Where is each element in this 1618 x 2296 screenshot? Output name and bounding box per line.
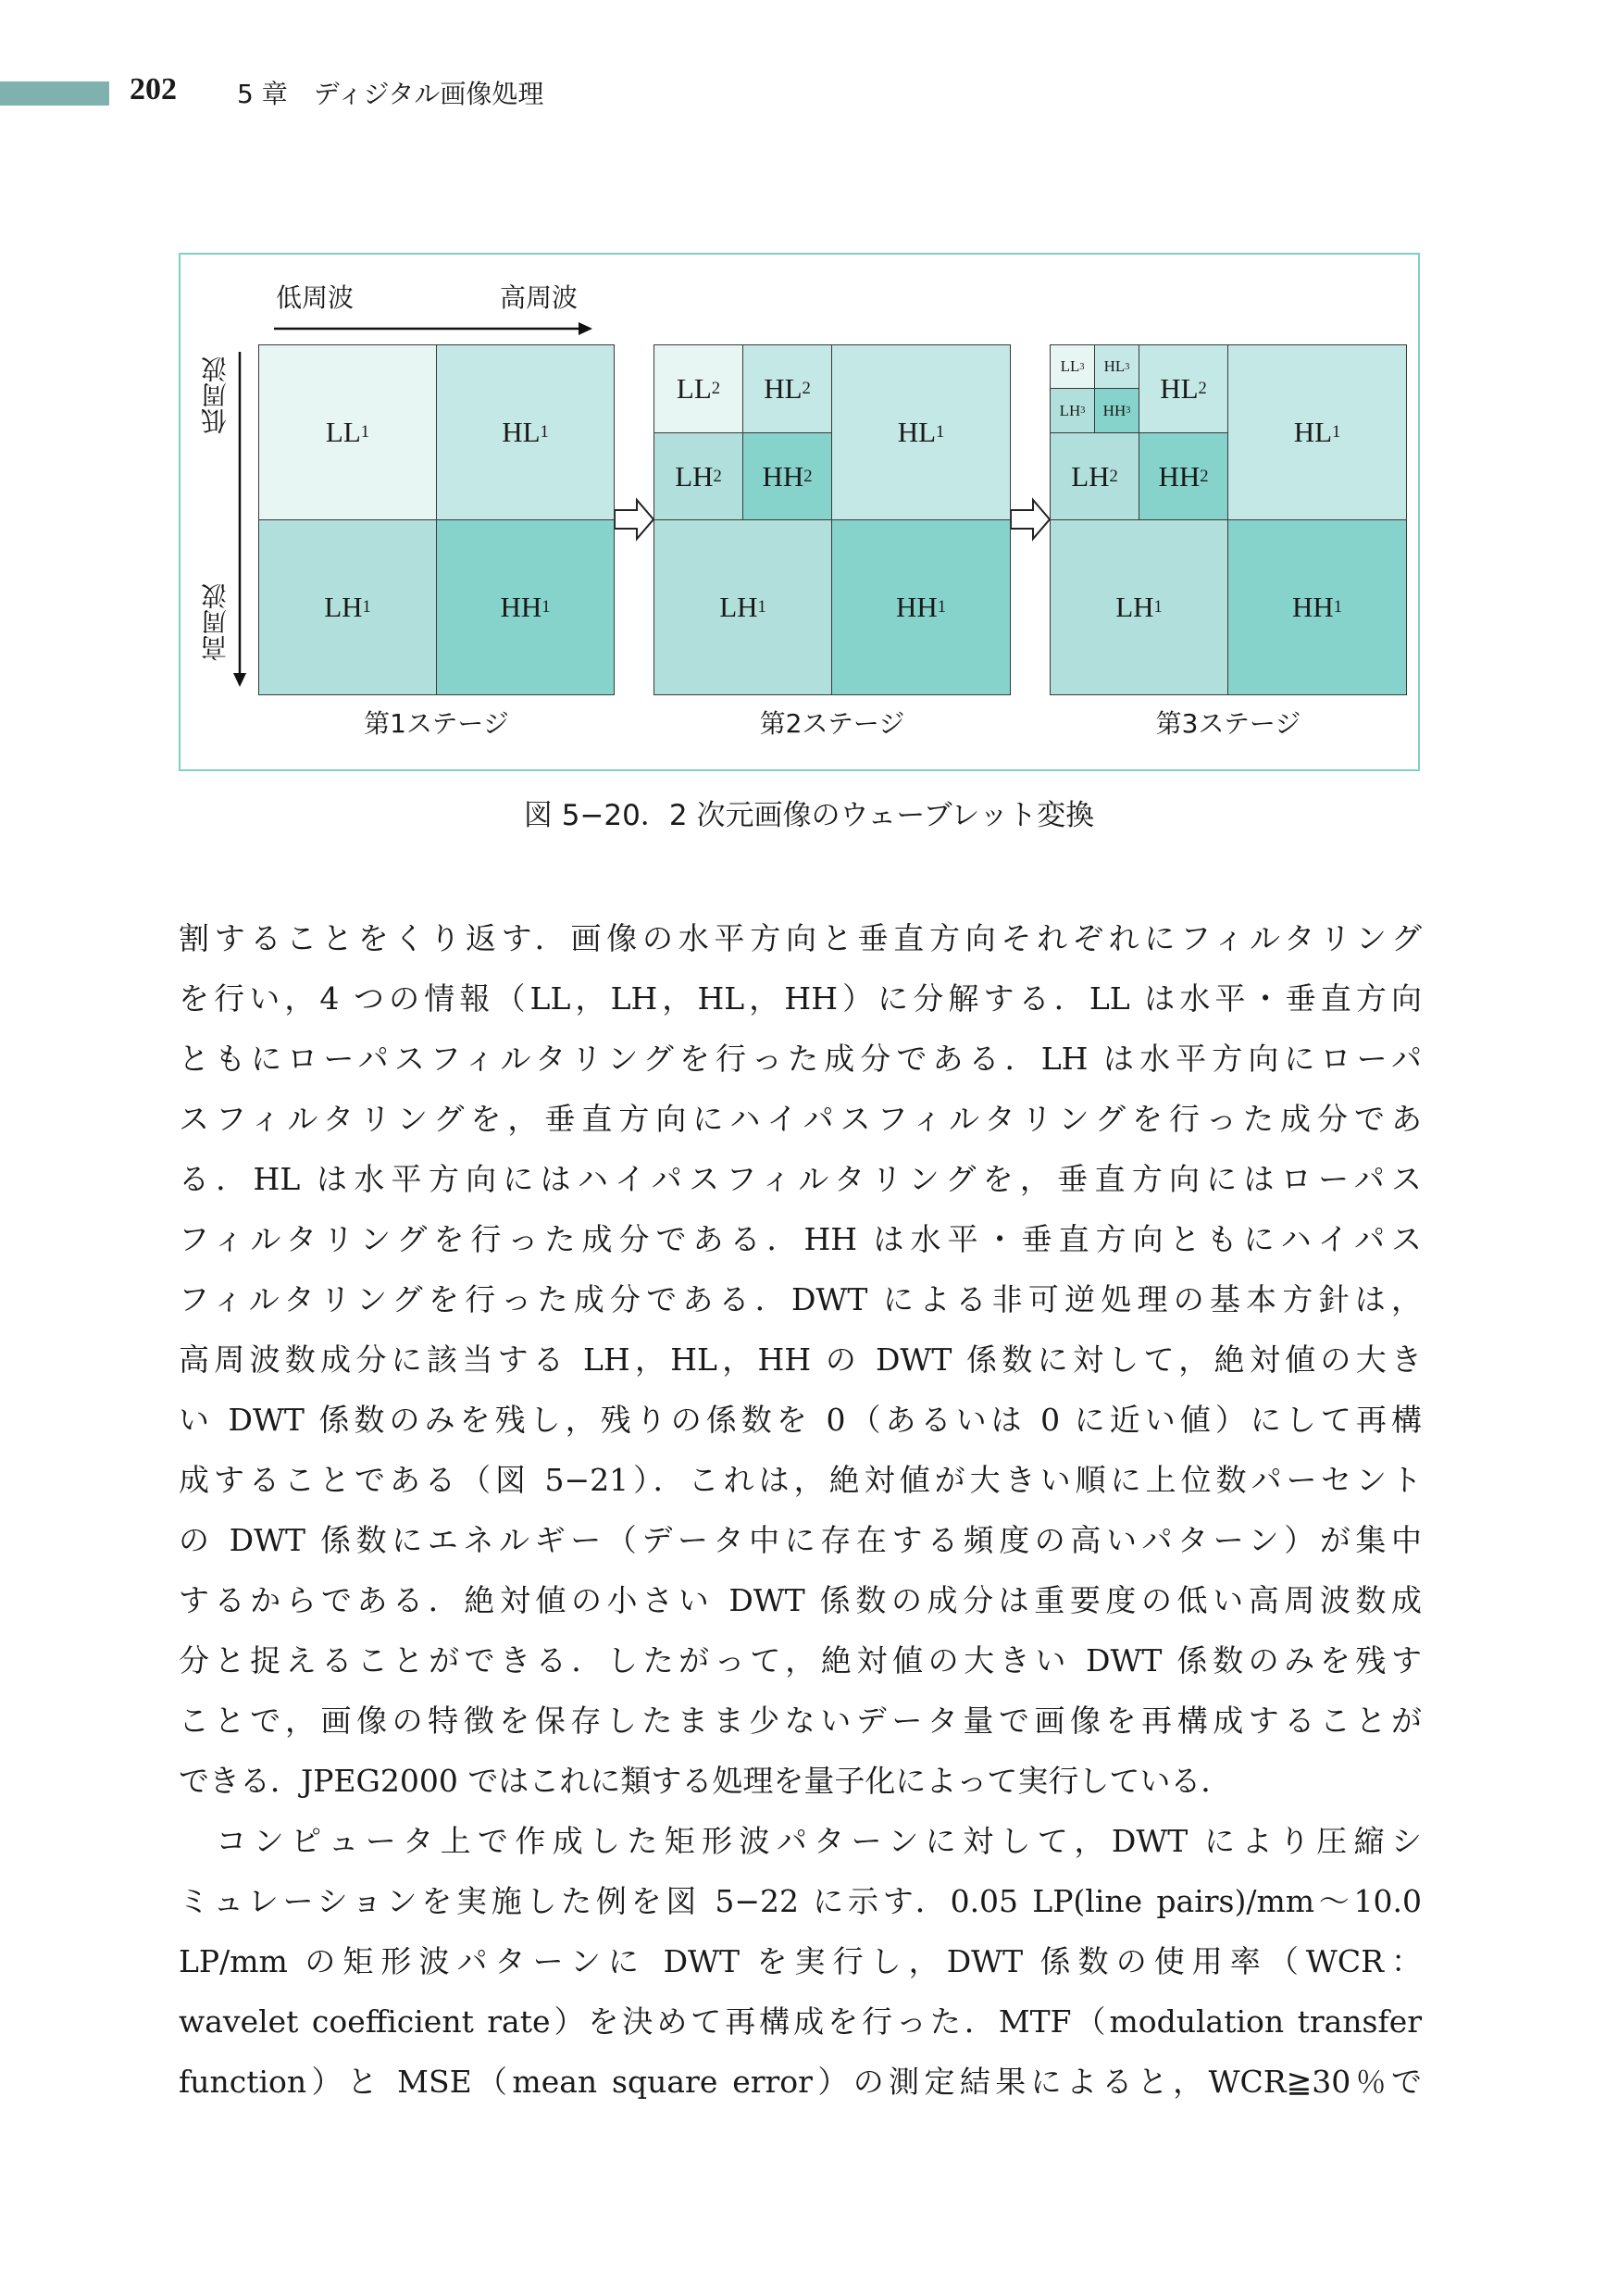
text-line: を行い，4 つの情報（LL，LH，HL，HH）に分解する．LL は水平・垂直方向 (179, 980, 1422, 1017)
stage-transition-arrow-1 (615, 500, 653, 539)
text-line: 高周波数成分に該当する LH，HL，HH の DWT 係数に対して，絶対値の大き (179, 1341, 1422, 1378)
stage3-hl3-cell: HL 3 (1094, 344, 1139, 389)
text-line: スフィルタリングを，垂直方向にハイパスフィルタリングを行った成分であ (179, 1101, 1422, 1137)
text-line: い DWT 係数のみを残し，残りの係数を 0（あるいは 0 に近い値）にして再構 (179, 1402, 1422, 1438)
stage1-hh1-cell: HH 1 (436, 519, 615, 695)
text-line: の DWT 係数にエネルギー（データ中に存在する頻度の高いパターン）が集中 (179, 1522, 1422, 1558)
stage1-label: 第1ステージ (364, 708, 509, 739)
text-line: するからである．絶対値の小さい DWT 係数の成分は重要度の低い高周波数成 (179, 1582, 1422, 1618)
stage3-hl1-cell: HL 1 (1227, 344, 1407, 520)
text-line: フィルタリングを行った成分である．HH は水平・垂直方向ともにハイパス (179, 1221, 1422, 1257)
stage3-lh1-cell: LH 1 (1050, 519, 1228, 695)
horizontal-axis-arrowhead (579, 322, 592, 335)
text-line: ミュレーションを実施した例を図 5−22 に示す．0.05 LP(line pairs)/mm～10.0 (179, 1883, 1422, 1919)
stage1-lh1-cell: LH 1 (258, 519, 437, 695)
text-line: 分と捉えることができる．したがって，絶対値の大きい DWT 係数のみを残す (179, 1642, 1422, 1678)
axis-h-low-label: 低周波 (276, 282, 355, 313)
text-line: LP/mm の矩形波パターンに DWT を実行し，DWT 係数の使用率（WCR： (179, 1943, 1422, 1979)
stage2-label: 第2ステージ (759, 708, 905, 739)
body-paragraph-2 (179, 1811, 1422, 2112)
stage3-label: 第3ステージ (1155, 708, 1301, 739)
text-line: 割することをくり返す．画像の水平方向と垂直方向それぞれにフィルタリング (179, 920, 1422, 956)
stage3-hh1-cell: HH 1 (1227, 519, 1407, 695)
stage3-hl2-cell: HL 2 (1139, 344, 1228, 433)
text-line: ことで，画像の特徴を保存したまま少ないデータ量で画像を再構成することが (179, 1703, 1422, 1739)
stage3-lh3-cell: LH 3 (1050, 388, 1095, 433)
stage2-hl2-cell: HL 2 (742, 344, 832, 433)
figure-caption: 図 5−20．2 次元画像のウェーブレット変換 (523, 799, 1095, 832)
stage2-hh2-cell: HH 2 (742, 432, 832, 520)
text-line: wavelet coefficient rate）を決めて再構成を行った．MTF（modulation transfer (179, 2003, 1422, 2040)
text-line: 成することである（図 5−21）．これは，絶対値が大きい順に上位数パーセント (179, 1462, 1422, 1498)
stage1-ll1-cell: LL 1 (258, 344, 437, 520)
chapter-title: 5 章 ディジタル画像処理 (237, 79, 544, 109)
stage2-lh2-cell: LH 2 (653, 432, 743, 520)
stage1-hl1-cell: HL 1 (436, 344, 615, 520)
stage3-hh2-cell: HH 2 (1139, 432, 1228, 520)
vertical-axis-arrowhead (233, 673, 246, 687)
stage3-lh2-cell: LH 2 (1050, 432, 1139, 520)
axis-v-low-label: 低周波 (200, 356, 230, 434)
text-line: できる．JPEG2000 ではこれに類する処理を量子化によって実行している． (179, 1763, 1232, 1799)
axis-v-high-label: 高周波 (200, 583, 230, 661)
stage-transition-arrow-2 (1011, 500, 1050, 539)
body-paragraph-1 (179, 908, 1422, 1811)
axis-h-high-label: 高周波 (500, 282, 579, 313)
text-line: function）と MSE（mean square error）の測定結果によると，WCR≧30％で (179, 2064, 1422, 2100)
stage3-ll3-cell: LL 3 (1050, 344, 1095, 389)
stage2-ll2-cell: LL 2 (653, 344, 743, 433)
stage3-hh3-cell: HH 3 (1094, 388, 1139, 433)
text-line: る．HL は水平方向にはハイパスフィルタリングを，垂直方向にはローパス (179, 1161, 1422, 1197)
stage2-hh1-cell: HH 1 (831, 519, 1011, 695)
text-line: コンピュータ上で作成した矩形波パターンに対して，DWT により圧縮シ (179, 1823, 1422, 1859)
text-line: ともにローパスフィルタリングを行った成分である．LH は水平方向にローパ (179, 1041, 1422, 1077)
stage2-lh1-cell: LH 1 (653, 519, 832, 695)
text-line: フィルタリングを行った成分である．DWT による非可逆処理の基本方針は， (179, 1281, 1422, 1317)
page-number: 202 (130, 72, 177, 106)
stage2-hl1-cell: HL 1 (831, 344, 1011, 520)
